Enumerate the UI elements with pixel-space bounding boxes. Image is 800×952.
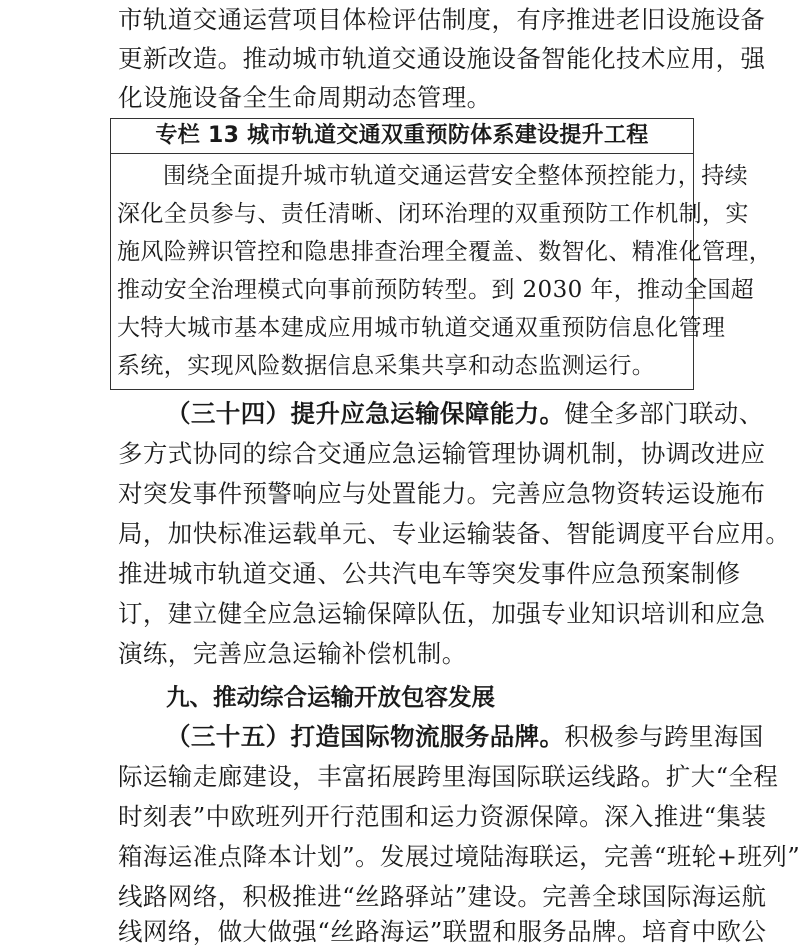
column-line: 推动安全治理模式向事前预防转型。到 2030 年，推动全国超: [117, 277, 755, 303]
column-line: 大特大城市基本建成应用城市轨道交通双重预防信息化管理: [117, 315, 726, 341]
column-box: [110, 118, 773, 390]
paragraph-line: 更新改造。推动城市轨道交通设施设备智能化技术应用，强: [118, 44, 766, 73]
paragraph-line: 对突发事件预警响应与处置能力。完善应急物资转运设施布: [118, 479, 766, 508]
paragraph-line: 多方式协同的综合交通应急运输管理协调机制，协调改进应: [118, 439, 766, 468]
paragraph-line: 订，建立健全应急运输保障队伍，加强专业知识培训和应急: [118, 599, 766, 628]
paragraph-line: 线路网络，积极推进“丝路驿站”建设。完善全球国际海运航: [118, 882, 767, 911]
paragraph-line: 市轨道交通运营项目体检评估制度，有序推进老旧设施设备: [118, 5, 766, 34]
column-title: 专栏 13 城市轨道交通双重预防体系建设提升工程: [155, 123, 649, 148]
paragraph-line: 化设施设备全生命周期动态管理。: [118, 83, 492, 112]
paragraph-line: 局，加快标准运载单元、专业运输装备、智能调度平台应用。: [118, 519, 791, 548]
column-line: 围绕全面提升城市轨道交通运营安全整体预控能力，持续: [163, 163, 748, 189]
paragraph-line: 推进城市轨道交通、公共汽电车等突发事件应急预案制修: [118, 559, 741, 588]
paragraph-line: 箱海运准点降本计划”。发展过境陆海联运，完善“班轮+班列”: [118, 842, 800, 871]
section-35-first-line: [166, 717, 764, 757]
section-35-first-rest: 积极参与跨里海国: [564, 722, 764, 751]
section-34-lead: （三十四）提升应急运输保障能力。: [166, 399, 565, 428]
section-34-first-line: [166, 394, 764, 434]
paragraph-line: 演练，完善应急运输补偿机制。: [118, 639, 467, 668]
paragraph-line: 线网络，做大做强“丝路海运”联盟和服务品牌。培育中欧公: [118, 917, 767, 946]
paragraph-line: 时刻表”中欧班列开行范围和运力资源保障。深入推进“集装: [118, 802, 767, 831]
section-heading: 九、推动综合运输开放包容发展: [166, 683, 495, 711]
column-line: 施风险辨识管控和隐患排查治理全覆盖、数智化、精准化管理，: [117, 239, 773, 265]
column-line: 深化全员参与、责任清晰、闭环治理的双重预防工作机制，实: [117, 201, 749, 227]
column-divider: [111, 153, 693, 154]
section-35-lead: （三十五）打造国际物流服务品牌。: [166, 722, 565, 751]
section-34-first-rest: 健全多部门联动、: [564, 399, 764, 428]
paragraph-line: 际运输走廊建设，丰富拓展跨里海国际联运线路。扩大“全程: [118, 762, 779, 791]
column-line: 系统，实现风险数据信息采集共享和动态监测运行。: [117, 353, 656, 379]
